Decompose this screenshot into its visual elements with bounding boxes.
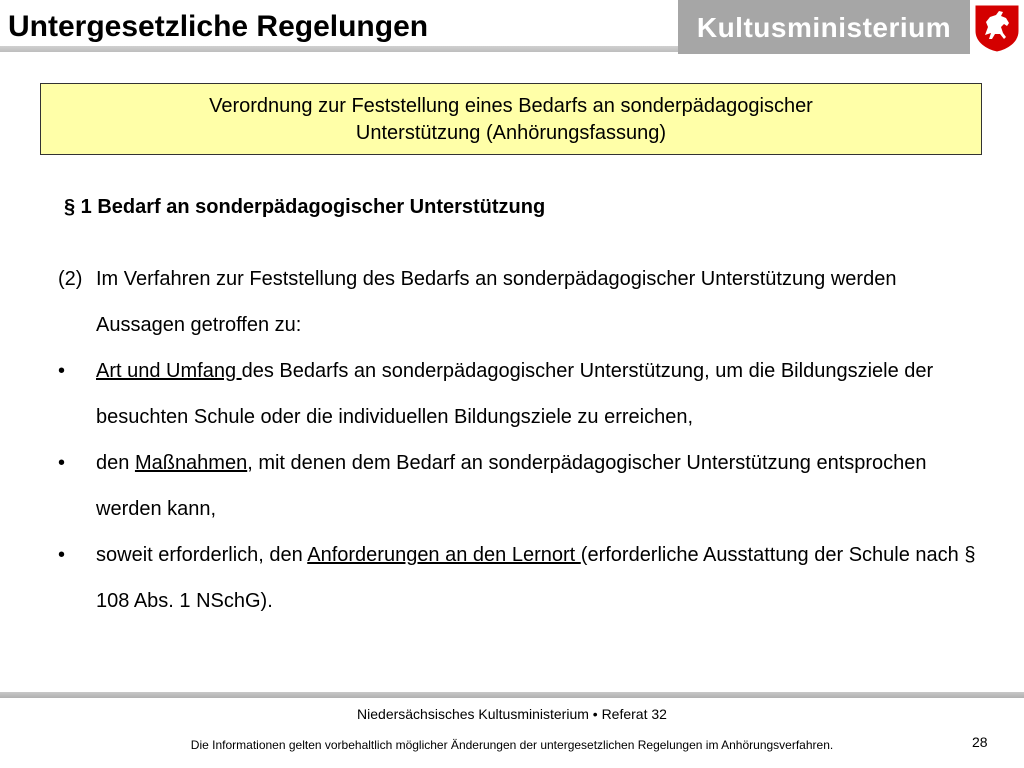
header-rule — [0, 46, 678, 52]
bullet: • — [58, 544, 66, 566]
bullet: • — [58, 452, 66, 474]
intro-paragraph — [58, 256, 988, 348]
body-text — [58, 256, 988, 624]
underlined-term: Maßnahmen — [134, 452, 248, 474]
underlined-term: Art und Umfang — [96, 360, 242, 382]
section-heading: § 1 Bedarf an sonderpädagogischer Unterstützung — [64, 196, 546, 218]
brand-name: Kultusministerium — [696, 12, 952, 43]
lower-saxony-horse-icon — [970, 0, 1024, 56]
underlined-term: Anforderungen an den Lernort — [307, 544, 581, 566]
regulation-title-line-2: Unterstützung (Anhörungsfassung) — [355, 122, 667, 144]
regulation-title-box — [40, 83, 982, 155]
intro-text: Im Verfahren zur Feststellung des Bedarfs an sonderpädagogischer Unterstützung werden Aussagen getroffen zu: — [96, 268, 897, 336]
item-text: den — [96, 452, 135, 474]
item-text: (erforderliche Ausstattung der Schule nach § 108 Abs. 1 NSchG). — [96, 544, 976, 612]
page-number: 28 — [972, 734, 988, 750]
item-text: , mit denen dem Bedarf an sonderpädagogischer Unterstützung entsprochen werden kann, — [96, 452, 927, 520]
list-item — [58, 532, 988, 624]
brand-banner — [678, 0, 970, 54]
bullet: • — [58, 360, 66, 382]
footer-disclaimer: Die Informationen gelten vorbehaltlich möglicher Änderungen der untergesetzlichen Regelungen im Anhörungsverfahren. — [190, 738, 834, 752]
regulation-title-line-1: Verordnung zur Feststellung eines Bedarfs an sonderpädagogischer — [209, 95, 813, 117]
item-text: des Bedarfs an sonderpädagogischer Unterstützung, um die Bildungsziele der besuchten Schule oder die individuellen Bildungsziele zu erreichen, — [96, 360, 934, 428]
footer-organization: Niedersächsisches Kultusministerium • Referat 32 — [357, 706, 667, 722]
item-text: soweit erforderlich, den — [96, 544, 308, 566]
slide-title: Untergesetzliche Regelungen — [8, 10, 429, 43]
paragraph-number: (2) — [58, 268, 83, 290]
list-item — [58, 440, 988, 532]
footer-rule — [0, 692, 1024, 698]
list-item — [58, 348, 988, 440]
